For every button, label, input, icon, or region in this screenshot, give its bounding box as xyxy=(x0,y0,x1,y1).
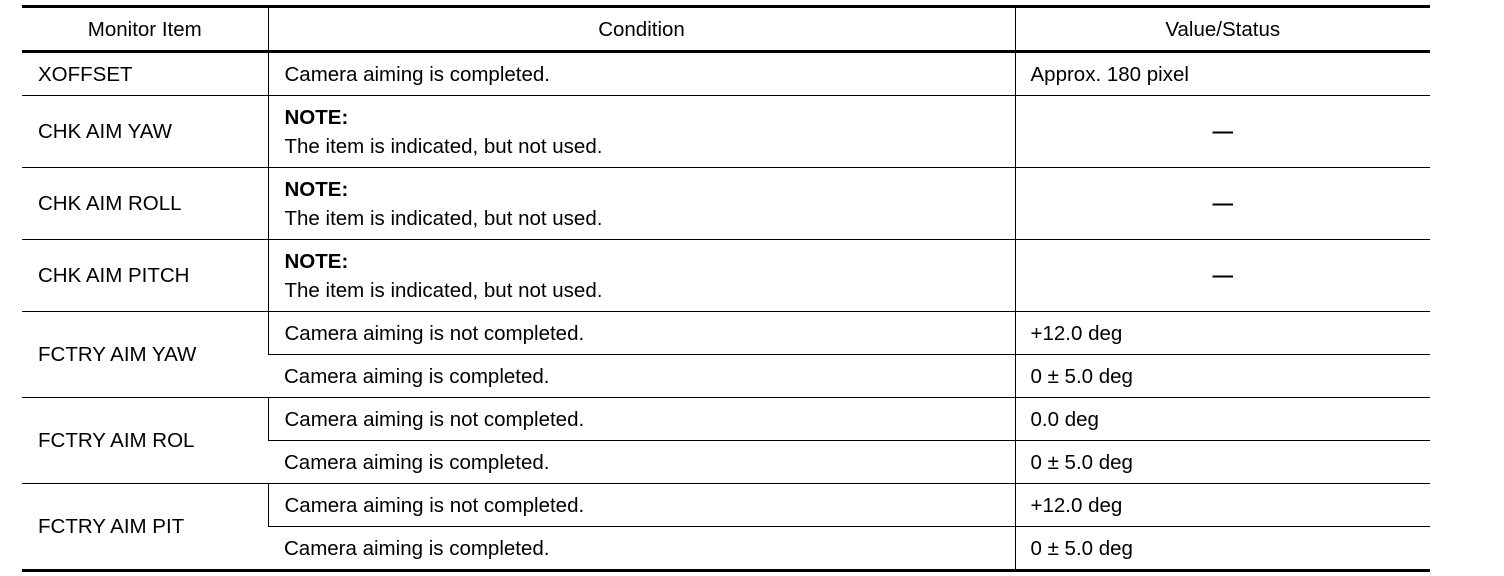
monitor-item-cell: CHK AIM YAW xyxy=(22,96,268,168)
note-text: The item is indicated, but not used. xyxy=(284,278,603,302)
monitor-item-cell: XOFFSET xyxy=(22,52,268,96)
condition-cell: Camera aiming is not completed. xyxy=(268,398,1015,441)
condition-cell: Camera aiming is completed. xyxy=(268,355,1015,398)
header-condition: Condition xyxy=(268,7,1015,52)
note-label: NOTE: xyxy=(284,105,349,129)
value-cell xyxy=(1015,168,1430,240)
value-cell: +12.0 deg xyxy=(1015,484,1430,527)
value-cell: 0 ± 5.0 deg xyxy=(1015,355,1430,398)
table-row-chk-aim-roll xyxy=(22,168,1430,240)
table-row-fctry-aim-yaw-not-completed xyxy=(22,312,1430,355)
value-cell: +12.0 deg xyxy=(1015,312,1430,355)
table-row-chk-aim-pitch xyxy=(22,240,1430,312)
header-row xyxy=(22,7,1430,52)
not-applicable-dash: — xyxy=(1212,264,1233,287)
monitor-item-cell: FCTRY AIM ROL xyxy=(22,398,268,484)
not-applicable-dash: — xyxy=(1212,120,1233,143)
value-cell: Approx. 180 pixel xyxy=(1015,52,1430,96)
monitor-item-cell: FCTRY AIM PIT xyxy=(22,484,268,571)
note-text: The item is indicated, but not used. xyxy=(284,134,603,158)
monitor-item-table xyxy=(22,5,1430,572)
value-cell xyxy=(1015,240,1430,312)
condition-cell: Camera aiming is not completed. xyxy=(268,484,1015,527)
value-cell: 0 ± 5.0 deg xyxy=(1015,527,1430,571)
table-row-xoffset xyxy=(22,52,1430,96)
table-body xyxy=(22,52,1430,571)
condition-cell: Camera aiming is completed. xyxy=(268,52,1015,96)
condition-cell xyxy=(268,96,1015,168)
table-header xyxy=(22,7,1430,52)
table-row-fctry-aim-rol-not-completed xyxy=(22,398,1430,441)
monitor-item-cell: FCTRY AIM YAW xyxy=(22,312,268,398)
condition-cell: Camera aiming is not completed. xyxy=(268,312,1015,355)
value-cell xyxy=(1015,96,1430,168)
header-value-status: Value/Status xyxy=(1015,7,1430,52)
monitor-item-cell: CHK AIM ROLL xyxy=(22,168,268,240)
value-cell: 0 ± 5.0 deg xyxy=(1015,441,1430,484)
note-text: The item is indicated, but not used. xyxy=(284,206,603,230)
value-cell: 0.0 deg xyxy=(1015,398,1430,441)
condition-cell xyxy=(268,240,1015,312)
table-row-fctry-aim-pit-not-completed xyxy=(22,484,1430,527)
condition-cell: Camera aiming is completed. xyxy=(284,536,550,560)
condition-cell xyxy=(268,168,1015,240)
condition-cell: Camera aiming is completed. xyxy=(268,441,1015,484)
note-label: NOTE: xyxy=(284,177,349,201)
table-row-chk-aim-yaw xyxy=(22,96,1430,168)
note-label: NOTE: xyxy=(284,249,349,273)
header-monitor-item: Monitor Item xyxy=(22,7,268,52)
not-applicable-dash: — xyxy=(1212,192,1233,215)
monitor-item-cell: CHK AIM PITCH xyxy=(22,240,268,312)
